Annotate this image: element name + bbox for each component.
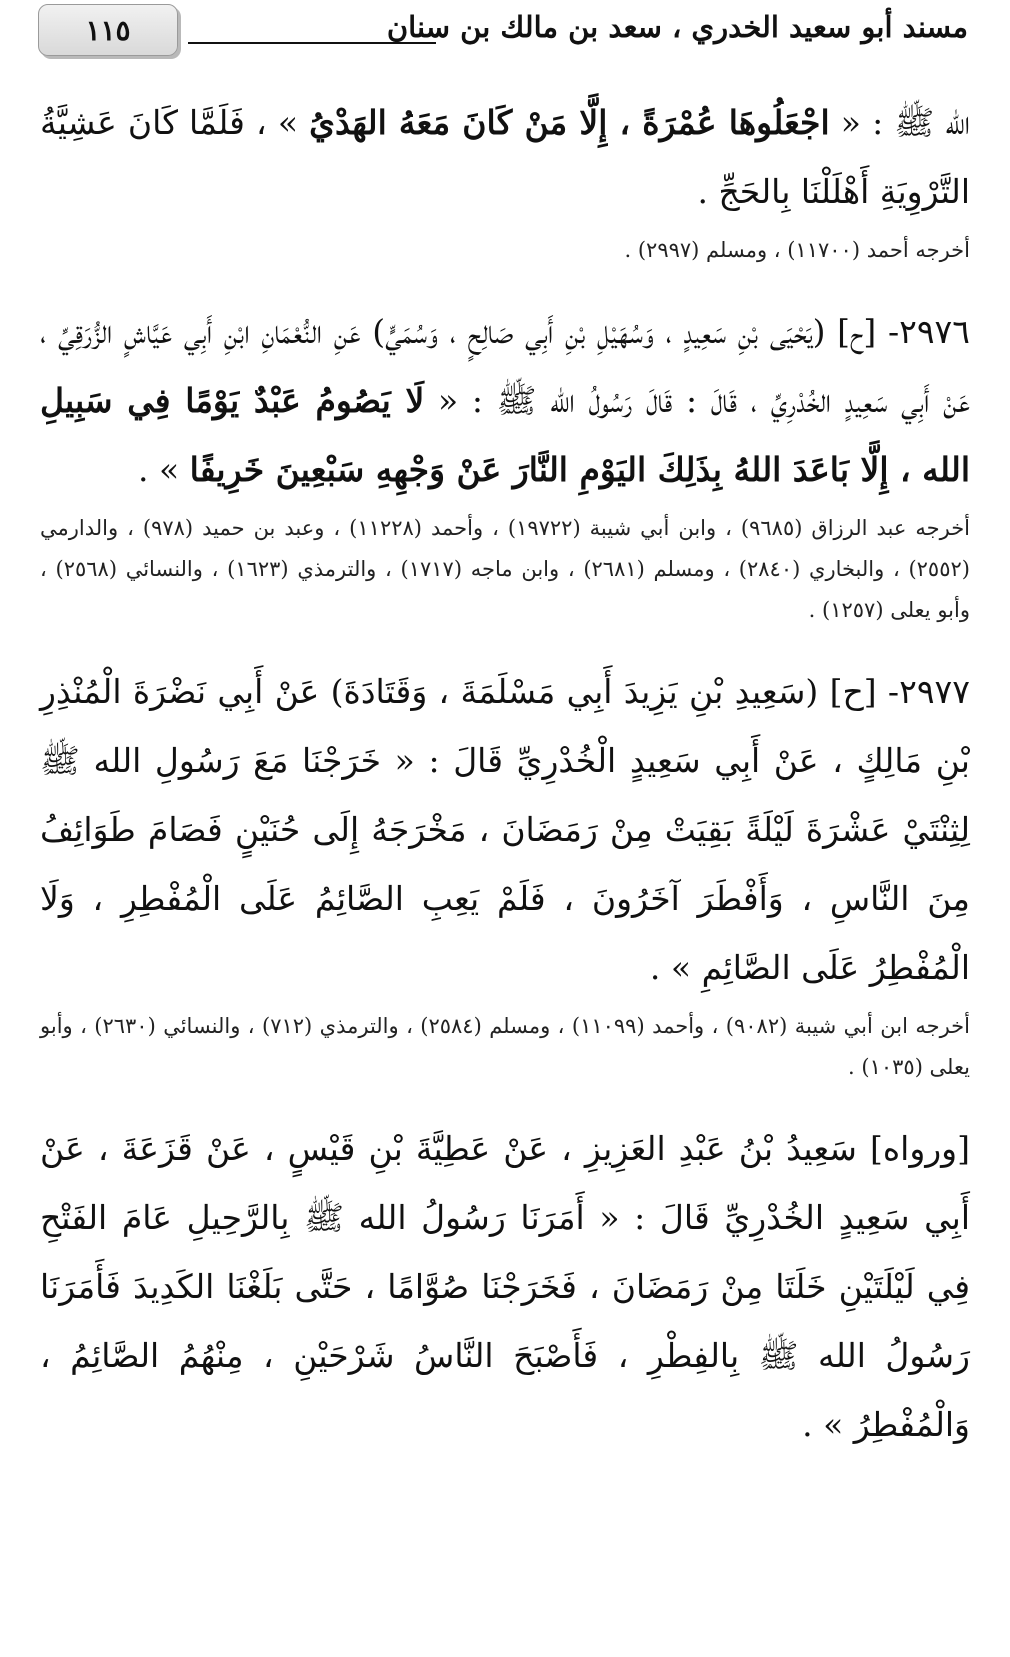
- page-body: [40, 88, 970, 1459]
- prophetic-speech: اجْعَلُوهَا عُمْرَةً ، إِلَّا مَنْ كَانَ مَعَهُ الهَدْيُ: [309, 103, 830, 142]
- running-header: [38, 4, 968, 60]
- text-run: [ورواه] سَعِيدُ بْنُ عَبْدِ العَزِيزِ ، عَنْ عَطِيَّةَ بْنِ قَيْسٍ ، عَنْ قَزَعَةَ ، عَنْ أَبِي سَعِيدٍ الخُدْرِيِّ قَالَ : « أَمَرَنَا رَسُولُ الله ﷺ بِالرَّحِيلِ عَامَ الفَتْحِ فِي لَيْلَتَيْنِ خَلَتَا مِنْ رَمَضَانَ ، فَخَرَجْنَا صُوَّامًا ، حَتَّى بَلَغْنَا الكَدِيدَ فَأَمَرَنَا رَسُولُ الله ﷺ بِالفِطْرِ ، فَأَصْبَحَ النَّاسُ شَرْحَيْنِ ، مِنْهُمُ الصَّائِمُ ، وَالْمُفْطِرُ » .: [40, 1129, 970, 1444]
- hadith-riwaya: [40, 1114, 970, 1459]
- takhrij-note: أخرجه عبد الرزاق (٩٦٨٥) ، وابن أبي شيبة (١٩٧٢٢) ، وأحمد (١١٢٢٨) ، وعبد بن حميد (٩٧٨) ، والدارمي (٢٥٥٢) ، والبخاري (٢٨٤٠) ، ومسلم (٢٦٨١) ، وابن ماجه (١٧١٧) ، والترمذي (١٦٢٣) ، والنسائي (٢٥٦٨) ، وأبو يعلى (١٢٥٧) .: [40, 516, 971, 622]
- takhrij-note: أخرجه أحمد (١١٧٠٠) ، ومسلم (٢٩٩٧) .: [624, 238, 970, 262]
- text-run: » .: [137, 450, 190, 489]
- running-title: مسند أبو سعيد الخدري ، سعد بن مالك بن سنان: [386, 10, 968, 44]
- hadith-continuation: [40, 88, 970, 226]
- prophetic-speech: لَا يَصُومُ عَبْدٌ يَوْمًا فِي سَبِيلِ الله ، إِلَّا بَاعَدَ اللهُ بِذَلِكَ اليَوْمِ النَّارَ عَنْ وَجْهِهِ سَبْعِينَ خَرِيفًا: [40, 381, 970, 489]
- text-run: » ، فَلَمَّا كَانَ عَشِيَّةُ التَّرْوِيَةِ أَهْلَلْنَا بِالحَجِّ .: [40, 103, 970, 211]
- takhrij-note: أخرجه ابن أبي شيبة (٩٠٨٢) ، وأحمد (١١٠٩٩) ، ومسلم (٢٥٨٤) ، والترمذي (٧١٢) ، والنسائي (٢٦٣٠) ، وأبو يعلى (١٠٣٥) .: [40, 1014, 970, 1079]
- hadith-2976: [40, 297, 970, 504]
- page-number-badge: ١١٥: [38, 4, 178, 56]
- hadith-2977: [40, 657, 970, 1002]
- spacer: [40, 271, 970, 297]
- spacer: [40, 631, 970, 657]
- text-run: الله ﷺ : «: [829, 103, 971, 142]
- text-run: ٢٩٧٧- [ح] (سَعِيدِ بْنِ يَزِيدَ أَبِي مَسْلَمَةَ ، وَقَتَادَةَ) عَنْ أَبِي نَضْرَةَ الْمُنْذِرِ بْنِ مَالِكٍ ، عَنْ أَبِي سَعِيدٍ الْخُدْرِيِّ قَالَ : « خَرَجْنَا مَعَ رَسُولِ الله ﷺ لِثِنْتَيْ عَشْرَةَ لَيْلَةً بَقِيَتْ مِنْ رَمَضَانَ ، مَخْرَجَهُ إِلَى حُنَيْنٍ فَصَامَ طَوَائِفُ مِنَ النَّاسِ ، وَأَفْطَرَ آخَرُونَ ، فَلَمْ يَعِبِ الصَّائِمُ عَلَى الْمُفْطِرِ ، وَلَا الْمُفْطِرُ عَلَى الصَّائِمِ » .: [40, 672, 970, 987]
- text-run: ٢٩٧٦- [ح] (يَحْيَى بْنِ سَعِيدٍ ، وَسُهَيْلِ بْنِ أَبِي صَالِحٍ ، وَسُمَيٍّ) عَنِ النُّعْمَانِ ابْنِ أَبِي عَيَّاشٍ الزُّرَقِيِّ ، عَنْ أَبِي سَعِيدٍ الخُدْرِيِّ ، قَالَ : قَالَ رَسُولُ الله ﷺ : «: [40, 312, 970, 420]
- spacer: [40, 1088, 970, 1114]
